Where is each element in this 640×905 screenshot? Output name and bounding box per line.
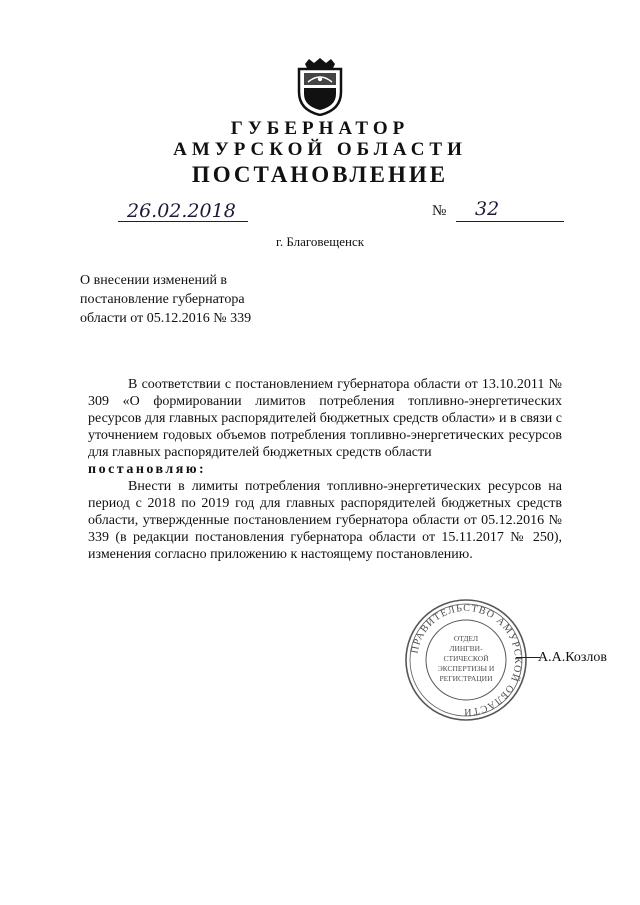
document-date: 26.02.2018 <box>127 200 236 222</box>
subject-line: области от 05.12.2016 № 339 <box>80 311 252 326</box>
subject-line: постановление губернатора <box>80 292 245 307</box>
official-stamp <box>403 597 529 723</box>
stamp-center-line: СТИЧЕСКОЙ <box>443 654 489 663</box>
governor-title: ГУБЕРНАТОР <box>230 118 410 139</box>
document-type: ПОСТАНОВЛЕНИЕ <box>191 162 449 187</box>
document-subject <box>80 271 251 328</box>
stamp-center-line: ЭКСПЕРТИЗЫ И <box>437 664 495 673</box>
decree-paragraph: Внести в лимиты потребления топливно-энергетических ресурсов на период с 2018 по 2019 год для главных распорядителей бюджетных средств области, утвержденные постановлением губернатора области от 05.12.2016 № 339 (в редакции постановления губернатора области от 15.11.2017 № 250), изменения согласно приложению к настоящему постановлению. <box>88 479 562 562</box>
city-line: г. Благовещенск <box>275 234 365 249</box>
document-number: 32 <box>475 198 500 220</box>
region-title: АМУРСКОЙ ОБЛАСТИ <box>173 139 467 160</box>
coat-of-arms-icon <box>295 58 345 116</box>
subject-line: О внесении изменений в <box>80 273 228 288</box>
stamp-center-line: ОТДЕЛ <box>453 634 479 643</box>
decree-word: постановляю: <box>88 462 207 477</box>
stamp-ring-text: ПРАВИТЕЛЬСТВО АМУРСКОЙ ОБЛАСТИ <box>409 602 524 718</box>
number-underline <box>456 221 564 222</box>
document-body <box>88 376 562 563</box>
stamp-center-line: РЕГИСТРАЦИИ <box>439 674 493 683</box>
signature-mark <box>516 657 540 658</box>
preamble-paragraph: В соответствии с постановлением губернатора области от 13.10.2011 № 309 «О формировании лимитов потребления топливно-энергетических ресурсов для главных распорядителей бюджетных средств области» и в связи с уточнением годовых объемов потребления топливно-энергетических ресурсов для главных распорядителей бюджетных средств области <box>88 377 562 460</box>
date-underline <box>118 221 248 222</box>
stamp-center-line: ЛИНГВИ- <box>449 644 483 653</box>
number-label: № <box>432 203 447 219</box>
signer-name: А.А.Козлов <box>538 650 607 665</box>
